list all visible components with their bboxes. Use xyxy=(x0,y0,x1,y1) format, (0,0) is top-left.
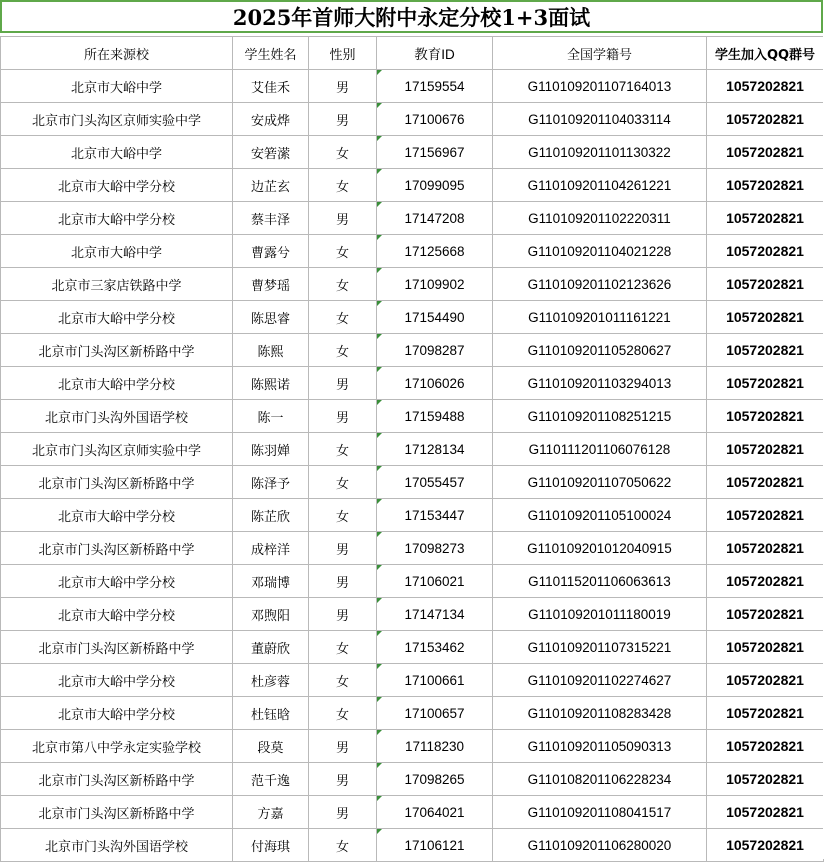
cell-gender[interactable]: 女 xyxy=(309,466,377,499)
cell-edu-id[interactable]: 17098273 xyxy=(377,532,493,565)
cell-qq-group[interactable]: 1057202821 xyxy=(707,598,824,631)
cell-qq-group[interactable]: 1057202821 xyxy=(707,532,824,565)
cell-edu-id[interactable]: 17118230 xyxy=(377,730,493,763)
table-row xyxy=(1,235,824,268)
cell-qq-group[interactable]: 1057202821 xyxy=(707,169,824,202)
cell-edu-id[interactable]: 17159554 xyxy=(377,70,493,103)
cell-gender[interactable]: 女 xyxy=(309,499,377,532)
table-row xyxy=(1,466,824,499)
table-row xyxy=(1,730,824,763)
table-row xyxy=(1,829,824,862)
cell-qq-group[interactable]: 1057202821 xyxy=(707,499,824,532)
sheet-title[interactable]: 2025年首师大附中永定分校1+3面试 xyxy=(0,0,823,33)
cell-name[interactable]: 曹露兮 xyxy=(233,235,309,268)
table-row xyxy=(1,70,824,103)
cell-name[interactable]: 付海琪 xyxy=(233,829,309,862)
cell-school[interactable]: 北京市门头沟区京师实验中学 xyxy=(1,103,233,136)
cell-gender[interactable]: 女 xyxy=(309,334,377,367)
header-name[interactable]: 学生姓名 xyxy=(233,37,309,70)
cell-student-no[interactable]: G110109201012040915 xyxy=(493,532,707,565)
table-row xyxy=(1,334,824,367)
cell-name[interactable]: 杜钰晗 xyxy=(233,697,309,730)
cell-student-no[interactable]: G110108201106228234 xyxy=(493,763,707,796)
cell-qq-group[interactable]: 1057202821 xyxy=(707,565,824,598)
cell-gender[interactable]: 男 xyxy=(309,202,377,235)
student-table xyxy=(0,36,824,862)
header-row xyxy=(1,37,824,70)
cell-gender[interactable]: 男 xyxy=(309,532,377,565)
cell-name[interactable]: 董蔚欣 xyxy=(233,631,309,664)
cell-student-no[interactable]: G110109201104033114 xyxy=(493,103,707,136)
cell-school[interactable]: 北京市门头沟区新桥路中学 xyxy=(1,631,233,664)
table-row xyxy=(1,631,824,664)
cell-gender[interactable]: 女 xyxy=(309,268,377,301)
cell-name[interactable]: 安成烨 xyxy=(233,103,309,136)
cell-name[interactable]: 段莫 xyxy=(233,730,309,763)
header-qq-group[interactable]: 学生加入QQ群号 xyxy=(707,37,824,70)
cell-edu-id[interactable]: 17106021 xyxy=(377,565,493,598)
cell-student-no[interactable]: G110109201011161221 xyxy=(493,301,707,334)
cell-gender[interactable]: 男 xyxy=(309,763,377,796)
cell-gender[interactable]: 女 xyxy=(309,301,377,334)
table-row xyxy=(1,136,824,169)
cell-school[interactable]: 北京市大峪中学分校 xyxy=(1,169,233,202)
cell-student-no[interactable]: G110109201107164013 xyxy=(493,70,707,103)
cell-qq-group[interactable]: 1057202821 xyxy=(707,103,824,136)
table-row xyxy=(1,301,824,334)
cell-name[interactable]: 陈思睿 xyxy=(233,301,309,334)
cell-qq-group[interactable]: 1057202821 xyxy=(707,136,824,169)
cell-school[interactable]: 北京市大峪中学 xyxy=(1,70,233,103)
table-row xyxy=(1,796,824,829)
table-row xyxy=(1,763,824,796)
cell-qq-group[interactable]: 1057202821 xyxy=(707,334,824,367)
cell-school[interactable]: 北京市大峪中学分校 xyxy=(1,565,233,598)
cell-school[interactable]: 北京市门头沟区新桥路中学 xyxy=(1,796,233,829)
cell-student-no[interactable]: G110109201103294013 xyxy=(493,367,707,400)
cell-name[interactable]: 陈羽婵 xyxy=(233,433,309,466)
cell-edu-id[interactable]: 17106121 xyxy=(377,829,493,862)
cell-qq-group[interactable]: 1057202821 xyxy=(707,202,824,235)
cell-qq-group[interactable]: 1057202821 xyxy=(707,367,824,400)
cell-student-no[interactable]: G110109201102274627 xyxy=(493,664,707,697)
cell-qq-group[interactable]: 1057202821 xyxy=(707,631,824,664)
cell-name[interactable]: 杜彦蓉 xyxy=(233,664,309,697)
cell-qq-group[interactable]: 1057202821 xyxy=(707,796,824,829)
table-row xyxy=(1,697,824,730)
cell-name[interactable]: 陈熙 xyxy=(233,334,309,367)
cell-school[interactable]: 北京市门头沟区新桥路中学 xyxy=(1,532,233,565)
cell-school[interactable]: 北京市大峪中学 xyxy=(1,235,233,268)
cell-school[interactable]: 北京市门头沟外国语学校 xyxy=(1,829,233,862)
cell-name[interactable]: 蔡丰泽 xyxy=(233,202,309,235)
cell-school[interactable]: 北京市大峪中学分校 xyxy=(1,202,233,235)
cell-student-no[interactable]: G110109201104021228 xyxy=(493,235,707,268)
cell-name[interactable]: 曹梦瑶 xyxy=(233,268,309,301)
cell-edu-id[interactable]: 17099095 xyxy=(377,169,493,202)
cell-school[interactable]: 北京市大峪中学分校 xyxy=(1,598,233,631)
table-row xyxy=(1,268,824,301)
cell-edu-id[interactable]: 17106026 xyxy=(377,367,493,400)
table-row xyxy=(1,400,824,433)
cell-qq-group[interactable]: 1057202821 xyxy=(707,664,824,697)
cell-name[interactable]: 陈泽予 xyxy=(233,466,309,499)
cell-student-no[interactable]: G110109201102123626 xyxy=(493,268,707,301)
cell-edu-id[interactable]: 17109902 xyxy=(377,268,493,301)
table-row xyxy=(1,565,824,598)
cell-name[interactable]: 邓瑞博 xyxy=(233,565,309,598)
cell-student-no[interactable]: G110111201106076128 xyxy=(493,433,707,466)
cell-school[interactable]: 北京市大峪中学分校 xyxy=(1,301,233,334)
cell-qq-group[interactable]: 1057202821 xyxy=(707,400,824,433)
cell-school[interactable]: 北京市大峪中学分校 xyxy=(1,499,233,532)
cell-name[interactable]: 成梓洋 xyxy=(233,532,309,565)
cell-edu-id[interactable]: 17055457 xyxy=(377,466,493,499)
cell-student-no[interactable]: G110109201107315221 xyxy=(493,631,707,664)
cell-student-no[interactable]: G110109201106280020 xyxy=(493,829,707,862)
cell-gender[interactable]: 男 xyxy=(309,70,377,103)
cell-student-no[interactable]: G110109201102220311 xyxy=(493,202,707,235)
cell-name[interactable]: 陈芷欣 xyxy=(233,499,309,532)
cell-edu-id[interactable]: 17100661 xyxy=(377,664,493,697)
cell-student-no[interactable]: G110109201011180019 xyxy=(493,598,707,631)
cell-edu-id[interactable]: 17128134 xyxy=(377,433,493,466)
cell-student-no[interactable]: G110109201108251215 xyxy=(493,400,707,433)
sheet-right-margin xyxy=(823,36,832,859)
cell-name[interactable]: 安箬潆 xyxy=(233,136,309,169)
cell-school[interactable]: 北京市门头沟区京师实验中学 xyxy=(1,433,233,466)
cell-student-no[interactable]: G110109201101130322 xyxy=(493,136,707,169)
table-row xyxy=(1,433,824,466)
cell-edu-id[interactable]: 17147208 xyxy=(377,202,493,235)
cell-gender[interactable]: 男 xyxy=(309,367,377,400)
cell-edu-id[interactable]: 17154490 xyxy=(377,301,493,334)
cell-qq-group[interactable]: 1057202821 xyxy=(707,730,824,763)
cell-qq-group[interactable]: 1057202821 xyxy=(707,301,824,334)
table-row xyxy=(1,367,824,400)
cell-edu-id[interactable]: 17100657 xyxy=(377,697,493,730)
cell-edu-id[interactable]: 17098287 xyxy=(377,334,493,367)
cell-edu-id[interactable]: 17100676 xyxy=(377,103,493,136)
cell-gender[interactable]: 女 xyxy=(309,136,377,169)
cell-student-no[interactable]: G110109201107050622 xyxy=(493,466,707,499)
cell-student-no[interactable]: G110115201106063613 xyxy=(493,565,707,598)
cell-school[interactable]: 北京市大峪中学 xyxy=(1,136,233,169)
cell-edu-id[interactable]: 17098265 xyxy=(377,763,493,796)
cell-qq-group[interactable]: 1057202821 xyxy=(707,70,824,103)
cell-student-no[interactable]: G110109201105090313 xyxy=(493,730,707,763)
table-row xyxy=(1,202,824,235)
cell-name[interactable]: 方嘉 xyxy=(233,796,309,829)
table-row xyxy=(1,664,824,697)
cell-name[interactable]: 陈熙诺 xyxy=(233,367,309,400)
cell-edu-id[interactable]: 17125668 xyxy=(377,235,493,268)
cell-school[interactable]: 北京市门头沟区新桥路中学 xyxy=(1,466,233,499)
cell-school[interactable]: 北京市大峪中学分校 xyxy=(1,697,233,730)
cell-edu-id[interactable]: 17147134 xyxy=(377,598,493,631)
cell-gender[interactable]: 男 xyxy=(309,103,377,136)
cell-qq-group[interactable]: 1057202821 xyxy=(707,829,824,862)
cell-school[interactable]: 北京市第八中学永定实验学校 xyxy=(1,730,233,763)
header-student-no[interactable]: 全国学籍号 xyxy=(493,37,707,70)
cell-name[interactable]: 范千逸 xyxy=(233,763,309,796)
cell-gender[interactable]: 女 xyxy=(309,697,377,730)
cell-gender[interactable]: 男 xyxy=(309,796,377,829)
cell-gender[interactable]: 女 xyxy=(309,433,377,466)
cell-edu-id[interactable]: 17156967 xyxy=(377,136,493,169)
cell-school[interactable]: 北京市大峪中学分校 xyxy=(1,367,233,400)
cell-qq-group[interactable]: 1057202821 xyxy=(707,433,824,466)
cell-gender[interactable]: 女 xyxy=(309,169,377,202)
cell-school[interactable]: 北京市门头沟区新桥路中学 xyxy=(1,334,233,367)
cell-school[interactable]: 北京市大峪中学分校 xyxy=(1,664,233,697)
header-edu-id[interactable]: 教育ID xyxy=(377,37,493,70)
cell-school[interactable]: 北京市三家店铁路中学 xyxy=(1,268,233,301)
table-row xyxy=(1,532,824,565)
cell-gender[interactable]: 男 xyxy=(309,400,377,433)
cell-student-no[interactable]: G110109201108041517 xyxy=(493,796,707,829)
cell-name[interactable]: 边芷玄 xyxy=(233,169,309,202)
table-row xyxy=(1,499,824,532)
cell-gender[interactable]: 女 xyxy=(309,664,377,697)
cell-edu-id[interactable]: 17159488 xyxy=(377,400,493,433)
cell-edu-id[interactable]: 17153447 xyxy=(377,499,493,532)
table-row xyxy=(1,598,824,631)
cell-student-no[interactable]: G110109201105280627 xyxy=(493,334,707,367)
cell-name[interactable]: 邓煦阳 xyxy=(233,598,309,631)
header-gender[interactable]: 性别 xyxy=(309,37,377,70)
cell-name[interactable]: 艾佳禾 xyxy=(233,70,309,103)
cell-student-no[interactable]: G110109201104261221 xyxy=(493,169,707,202)
cell-student-no[interactable]: G110109201108283428 xyxy=(493,697,707,730)
cell-qq-group[interactable]: 1057202821 xyxy=(707,235,824,268)
header-school[interactable]: 所在来源校 xyxy=(1,37,233,70)
cell-gender[interactable]: 女 xyxy=(309,631,377,664)
cell-gender[interactable]: 男 xyxy=(309,730,377,763)
table-row xyxy=(1,169,824,202)
cell-qq-group[interactable]: 1057202821 xyxy=(707,763,824,796)
cell-school[interactable]: 北京市门头沟外国语学校 xyxy=(1,400,233,433)
cell-school[interactable]: 北京市门头沟区新桥路中学 xyxy=(1,763,233,796)
cell-gender[interactable]: 女 xyxy=(309,235,377,268)
cell-gender[interactable]: 男 xyxy=(309,598,377,631)
cell-edu-id[interactable]: 17153462 xyxy=(377,631,493,664)
cell-student-no[interactable]: G110109201105100024 xyxy=(493,499,707,532)
cell-edu-id[interactable]: 17064021 xyxy=(377,796,493,829)
cell-qq-group[interactable]: 1057202821 xyxy=(707,697,824,730)
cell-qq-group[interactable]: 1057202821 xyxy=(707,268,824,301)
cell-qq-group[interactable]: 1057202821 xyxy=(707,466,824,499)
cell-gender[interactable]: 女 xyxy=(309,829,377,862)
table-row xyxy=(1,103,824,136)
cell-gender[interactable]: 男 xyxy=(309,565,377,598)
cell-name[interactable]: 陈一 xyxy=(233,400,309,433)
